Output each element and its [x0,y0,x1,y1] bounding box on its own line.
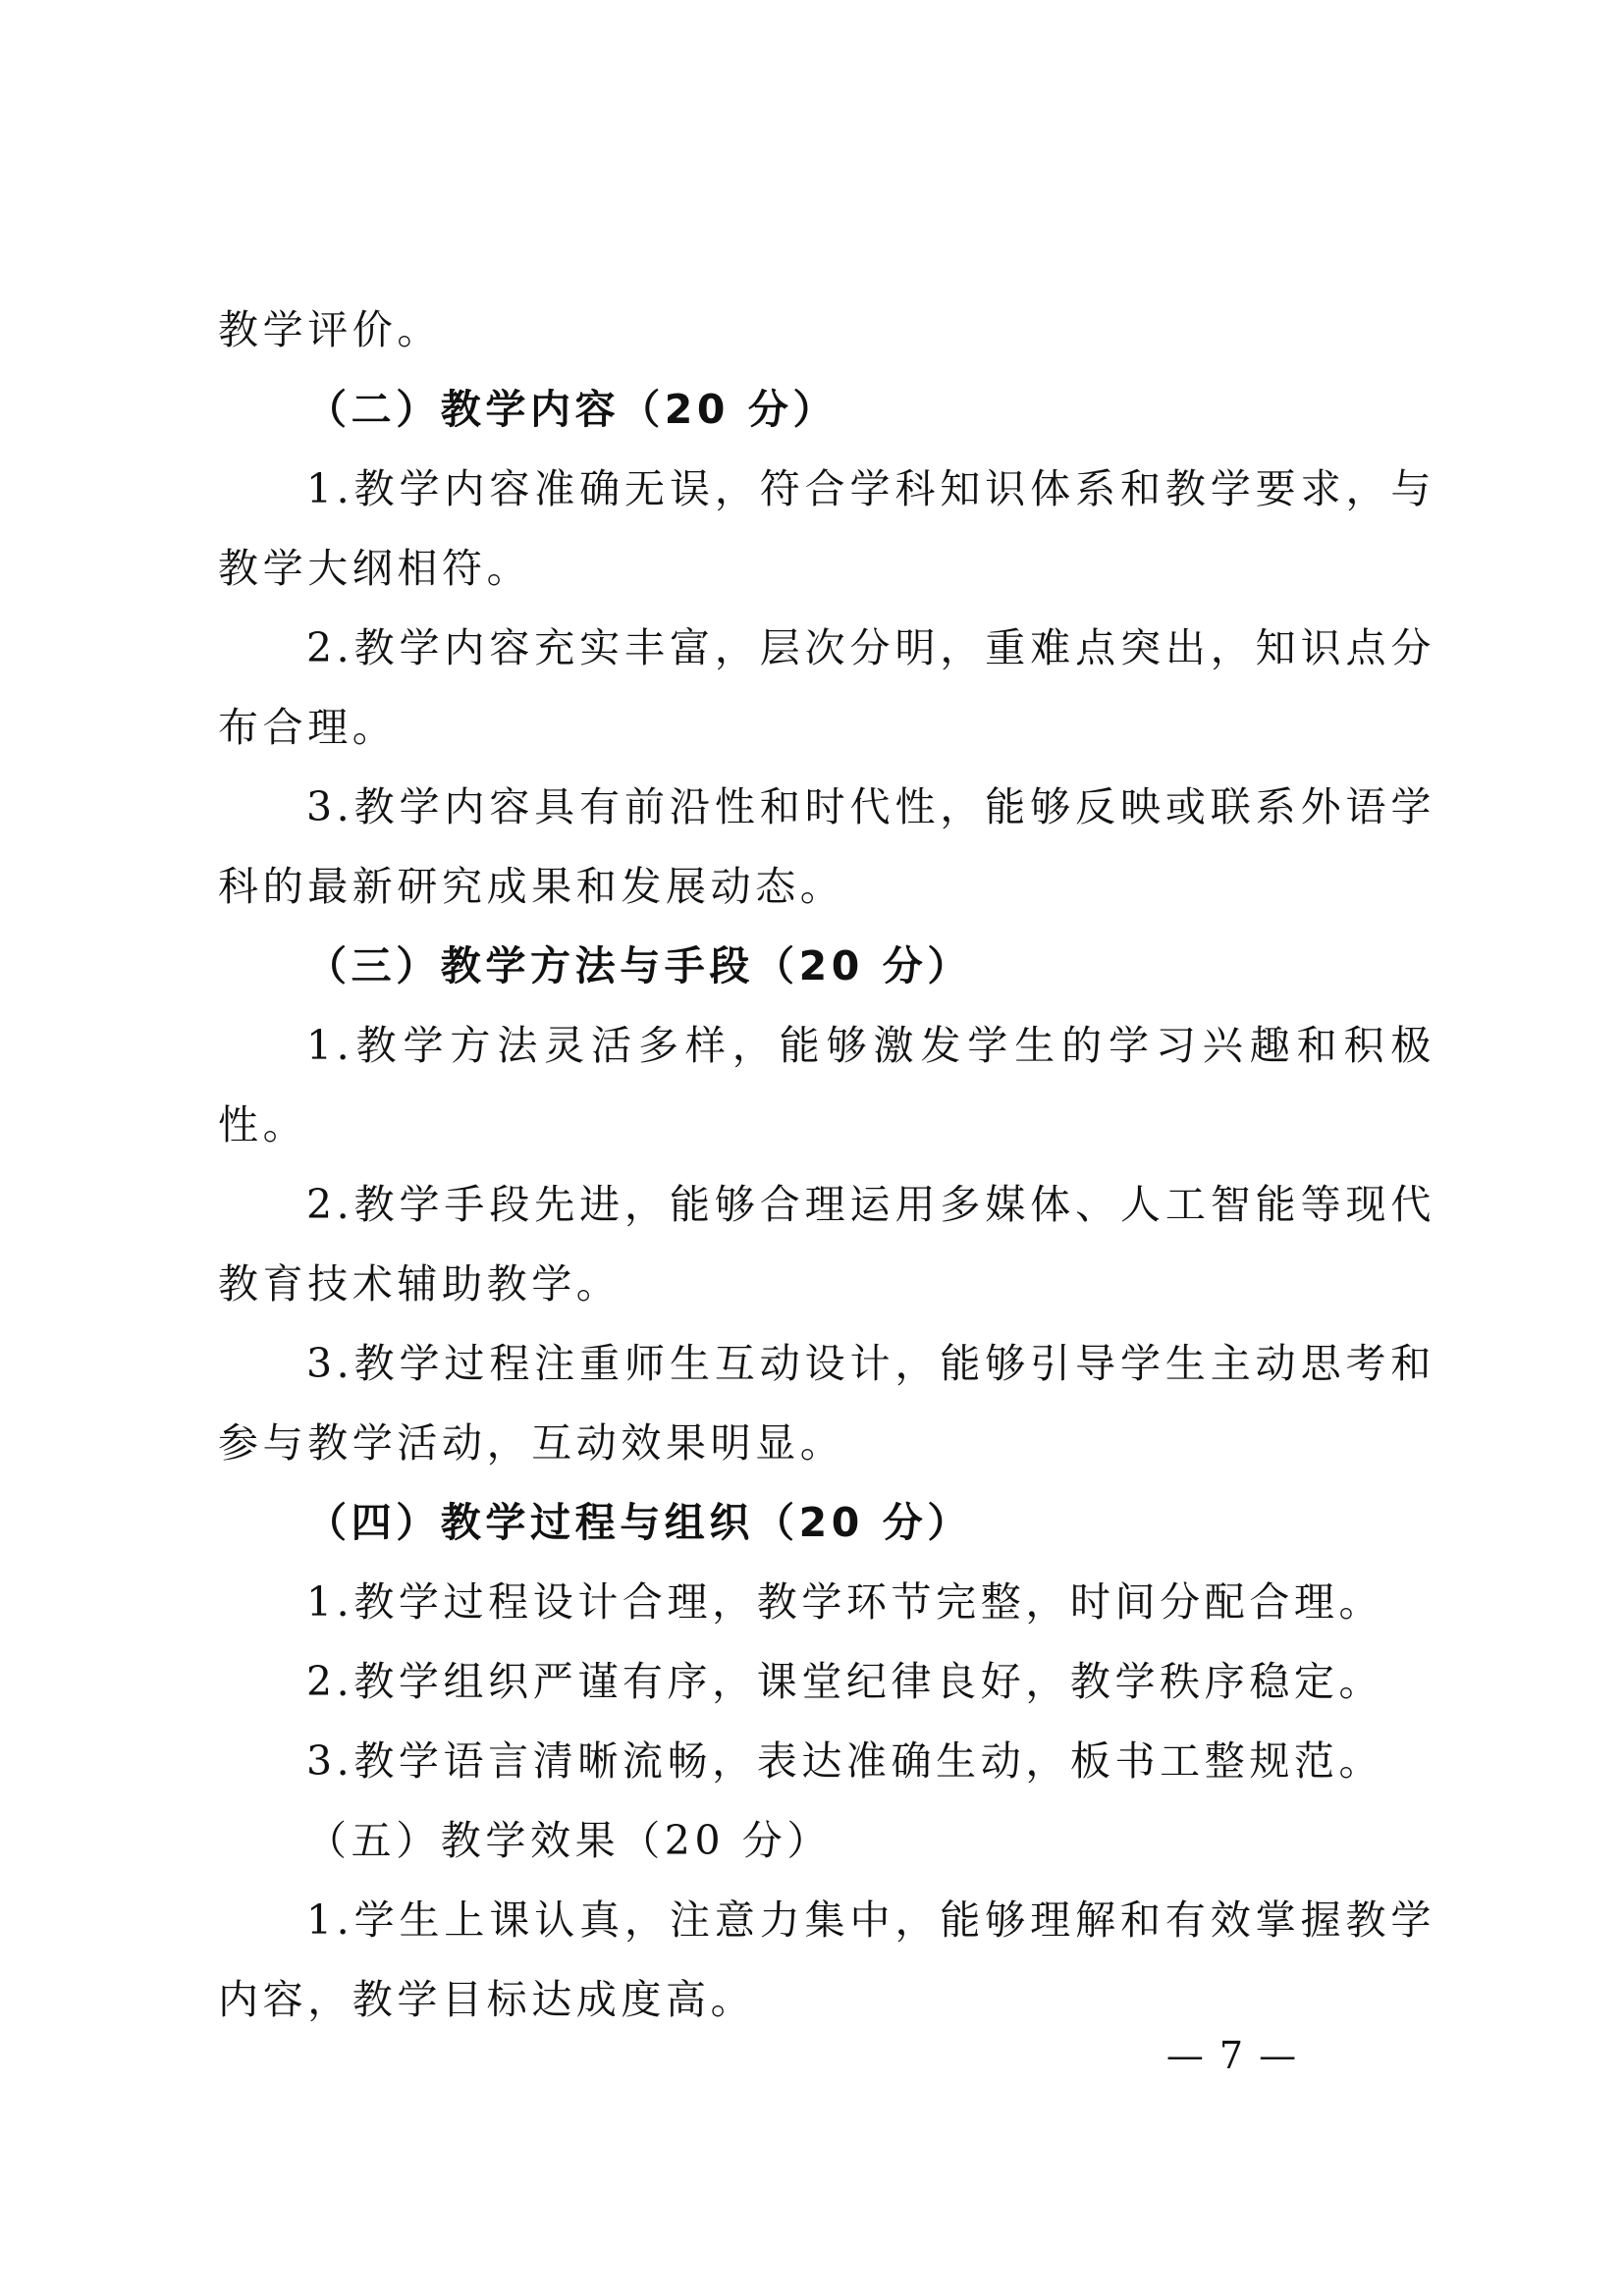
section-heading-teaching-process: （四）教学过程与组织（20 分） [306,1499,972,1546]
list-item: 3.教学语言清晰流畅，表达准确生动，板书工整规范。 [306,1737,1384,1785]
list-item: 1.学生上课认真，注意力集中，能够理解和有效掌握教学内容，教学目标达成度高。 [218,1896,1435,2023]
section-heading-teaching-content: （二）教学内容（20 分） [306,386,839,433]
section-heading-teaching-methods: （三）教学方法与手段（20 分） [306,942,972,989]
list-item: 3.教学过程注重师生互动设计，能够引导学生主动思考和参与教学活动，互动效果明显。 [218,1340,1435,1467]
list-item: 1.教学方法灵活多样，能够激发学生的学习兴趣和积极性。 [218,1022,1435,1148]
list-item: 1.教学内容准确无误，符合学科知识体系和教学要求，与教学大纲相符。 [218,465,1435,592]
list-item: 2.教学手段先进，能够合理运用多媒体、人工智能等现代教育技术辅助教学。 [218,1181,1435,1308]
document-body [218,291,1435,2040]
list-item: 1.教学过程设计合理，教学环节完整，时间分配合理。 [306,1578,1384,1626]
page-number: — 7 — [1165,2034,1299,2077]
paragraph-continuation: 教学评价。 [218,306,442,353]
list-item: 3.教学内容具有前沿性和时代性，能够反映或联系外语学科的最新研究成果和发展动态。 [218,783,1435,910]
list-item: 2.教学组织严谨有序，课堂纪律良好，教学秩序稳定。 [306,1658,1384,1705]
list-item: 2.教学内容充实丰富，层次分明，重难点突出，知识点分布合理。 [218,624,1435,751]
section-heading-teaching-effect: （五）教学效果（20 分） [306,1817,833,1864]
